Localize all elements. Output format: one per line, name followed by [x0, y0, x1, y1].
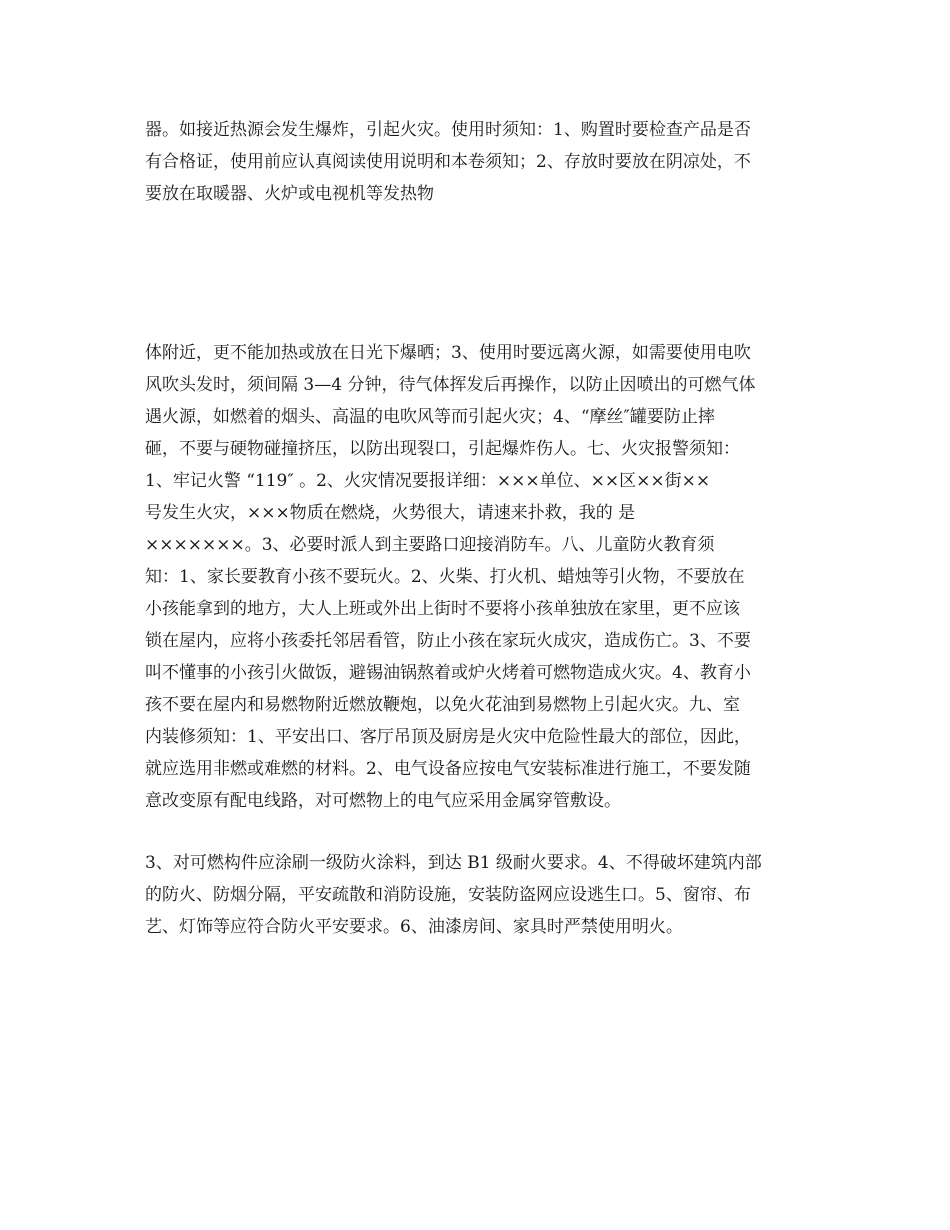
text-line: 有合格证，使用前应认真阅读使用说明和本卷须知；2、存放时要放在阴凉处，不 [145, 152, 751, 172]
text-line: 艺、灯饰等应符合防火平安要求。6、油漆房间、家具时严禁使用明火。 [145, 917, 683, 937]
text-line: 3、对可燃构件应涂刷一级防火涂料，到达 B1 级耐火要求。4、不得破坏建筑内部 [145, 853, 762, 873]
text-line: 小孩能拿到的地方，大人上班或外出上街时不要将小孩单独放在家里，更不应该 [145, 599, 740, 619]
text-line: 体附近，更不能加热或放在日光下爆晒；3、使用时要远离火源，如需要使用电吹 [145, 343, 751, 363]
text-line: 锁在屋内，应将小孩委托邻居看管，防止小孩在家玩火成灾，造成伤亡。3、不要 [145, 631, 751, 651]
paragraph-1 [145, 114, 813, 210]
text-line: ×××××××。3、必要时派人到主要路口迎接消防车。八、儿童防火教育须 [145, 535, 715, 555]
text-line: 1、牢记火警 “119″ 。2、火灾情况要报详细：×××单位、××区××街×× [145, 471, 711, 491]
text-line: 意改变原有配电线路，对可燃物上的电气应采用金属穿管敷设。 [145, 791, 621, 811]
text-line: 号发生火灾，×××物质在燃烧，火势很大，请速来扑救，我的 是 [145, 503, 636, 523]
text-line: 器。如接近热源会发生爆炸，引起火灾。使用时须知：1、购置时要检查产品是否 [145, 120, 751, 140]
text-line: 孩不要在屋内和易燃物附近燃放鞭炮，以免火花油到易燃物上引起火灾。九、室 [145, 695, 740, 715]
paragraph-3 [145, 847, 813, 943]
paragraph-2 [145, 337, 813, 817]
text-line: 叫不懂事的小孩引火做饭，避锡油锅熬着或炉火烤着可燃物造成火灾。4、教育小 [145, 663, 751, 683]
text-line: 遇火源，如燃着的烟头、高温的电吹风等而引起火灾；4、“摩丝″罐要防止摔 [145, 407, 715, 427]
text-line: 风吹头发时，须间隔 3—4 分钟，待气体挥发后再操作，以防止因喷出的可燃气体 [145, 375, 756, 395]
text-line: 知：1、家长要教育小孩不要玩火。2、火柴、打火机、蜡烛等引火物，不要放在 [145, 567, 745, 587]
text-line: 砸，不要与硬物碰撞挤压，以防出现裂口，引起爆炸伤人。七、火灾报警须知： [145, 439, 740, 459]
text-line: 就应选用非燃或难燃的材料。2、电气设备应按电气安装标准进行施工，不要发随 [145, 759, 751, 779]
text-line: 要放在取暖器、火炉或电视机等发热物 [145, 184, 434, 204]
text-line: 的防火、防烟分隔，平安疏散和消防设施，安装防盗网应设逃生口。5、窗帘、布 [145, 885, 751, 905]
text-line: 内装修须知：1、平安出口、客厅吊顶及厨房是火灾中危险性最大的部位，因此， [145, 727, 751, 747]
